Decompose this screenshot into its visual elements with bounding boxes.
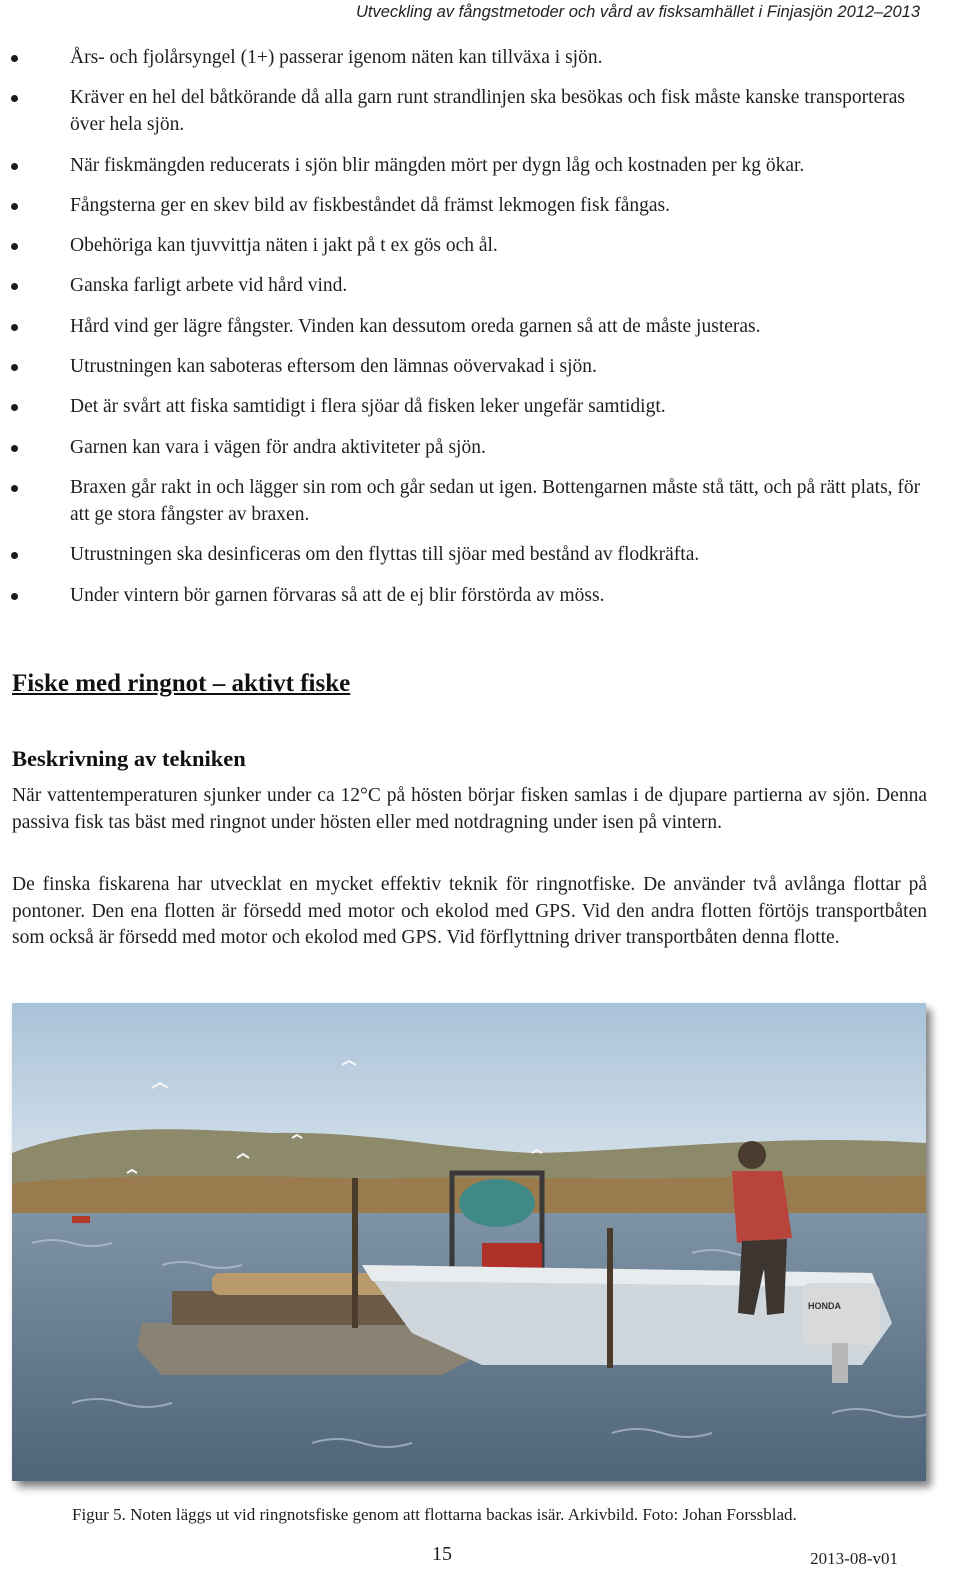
page-number: 15: [432, 1543, 452, 1565]
outboard-shaft: [832, 1343, 848, 1383]
list-item: [0, 353, 940, 380]
list-item: [0, 272, 940, 299]
bullet-dot: [11, 163, 18, 170]
bullet-dot: [11, 593, 18, 600]
net-reel: [459, 1179, 535, 1227]
list-item-text: Utrustningen kan saboteras eftersom den lämnas oövervakad i sjön.: [70, 356, 597, 378]
list-item-text: Garnen kan vara i vägen för andra aktiviteter på sjön.: [70, 436, 486, 458]
list-item-text: Under vintern bör garnen förvaras så att de ej blir förstörda av möss.: [70, 584, 605, 606]
list-item-text: När fiskmängden reducerats i sjön blir mängden mört per dygn låg och kostnaden per kg ökar.: [70, 154, 805, 176]
list-item: [0, 192, 940, 219]
document-version: 2013-08-v01: [810, 1549, 898, 1568]
sub-heading: Beskrivning av tekniken: [12, 746, 246, 771]
figure-photo: [12, 1003, 926, 1481]
pole: [352, 1178, 358, 1328]
bullet-dot: [11, 203, 18, 210]
list-item: [0, 232, 940, 259]
engine-brand-label: HONDA: [808, 1301, 841, 1311]
list-item: [0, 84, 940, 138]
list-item-text: Utrustningen ska desinficeras om den flyttas till sjöar med bestånd av flodkräfta.: [70, 544, 700, 566]
running-header: Utveckling av fångstmetoder och vård av fisksamhället i Finjasjön 2012–2013: [355, 3, 920, 21]
bullet-dot: [11, 485, 18, 492]
figure-caption: Figur 5. Noten läggs ut vid ringnotsfiske genom att flottarna backas isär. Arkivbild. Foto: Johan Forssblad.: [72, 1505, 797, 1524]
bullet-dot: [11, 445, 18, 452]
bullet-dot: [11, 364, 18, 371]
bullet-dot: [11, 404, 18, 411]
bullet-dot: [11, 283, 18, 290]
bullet-dot: [11, 552, 18, 559]
list-item-text: Ganska farligt arbete vid hård vind.: [70, 275, 348, 297]
fisherman-head: [738, 1141, 766, 1169]
distant-boat: [72, 1216, 90, 1223]
outboard-engine: [802, 1283, 880, 1345]
list-item-text: Obehöriga kan tjuvvittja näten i jakt på t ex gös och ål.: [70, 235, 498, 257]
list-item-text: Fångsterna ger en skev bild av fiskbeståndet då främst lekmogen fisk fångas.: [70, 194, 670, 216]
list-item-text: Braxen går rakt in och lägger sin rom och går sedan ut igen. Bottengarnen måste stå tätt, och på rätt plats, för att ge stora fångster av braxen.: [70, 476, 921, 525]
list-item-text: Års- och fjolårsyngel (1+) passerar igenom näten kan tillväxa i sjön.: [70, 47, 603, 68]
list-item: [0, 434, 940, 461]
list-item: [0, 313, 940, 340]
section-heading: Fiske med ringnot – aktivt fiske: [12, 670, 351, 697]
bullet-dot: [11, 95, 18, 102]
fishing-boat-photo: [12, 1003, 926, 1481]
list-item: [0, 474, 940, 528]
bullet-dot: [11, 243, 18, 250]
list-item: [0, 582, 940, 609]
list-item: [0, 152, 940, 179]
fisherman-jacket: [732, 1171, 792, 1243]
list-item-text: Kräver en hel del båtkörande då alla garn runt strandlinjen ska besökas och fisk måste kanske transporteras över hela sjön.: [70, 87, 905, 136]
body-paragraph: När vattentemperaturen sjunker under ca 12°C på hösten börjar fisken samlas i de djupare partierna av sjön. Denna passiva fisk tas bäst med ringnot under hösten eller med notdragning under isen på vintern.: [12, 785, 927, 833]
list-item: [0, 44, 940, 71]
list-item: [0, 541, 940, 568]
bullet-list: [0, 44, 940, 622]
list-item-text: Hård vind ger lägre fångster. Vinden kan dessutom oreda garnen så att de måste justeras.: [70, 315, 761, 337]
list-item-text: Det är svårt att fiska samtidigt i flera sjöar då fisken leker ungefär samtidigt.: [70, 396, 666, 418]
list-item: [0, 393, 940, 420]
bullet-dot: [11, 55, 18, 62]
body-paragraph: De finska fiskarena har utvecklat en mycket effektiv teknik för ringnotfiske. De använder två avlånga flottar på pontoner. Den ena flotten är försedd med motor och ekolod med GPS. Vid den andra flotten förtöjs transportbåten som också är försedd med motor och ekolod med GPS. Vid förflyttning driver transportbåten denna flotte.: [12, 874, 927, 948]
pole: [607, 1228, 613, 1368]
bullet-dot: [11, 324, 18, 331]
